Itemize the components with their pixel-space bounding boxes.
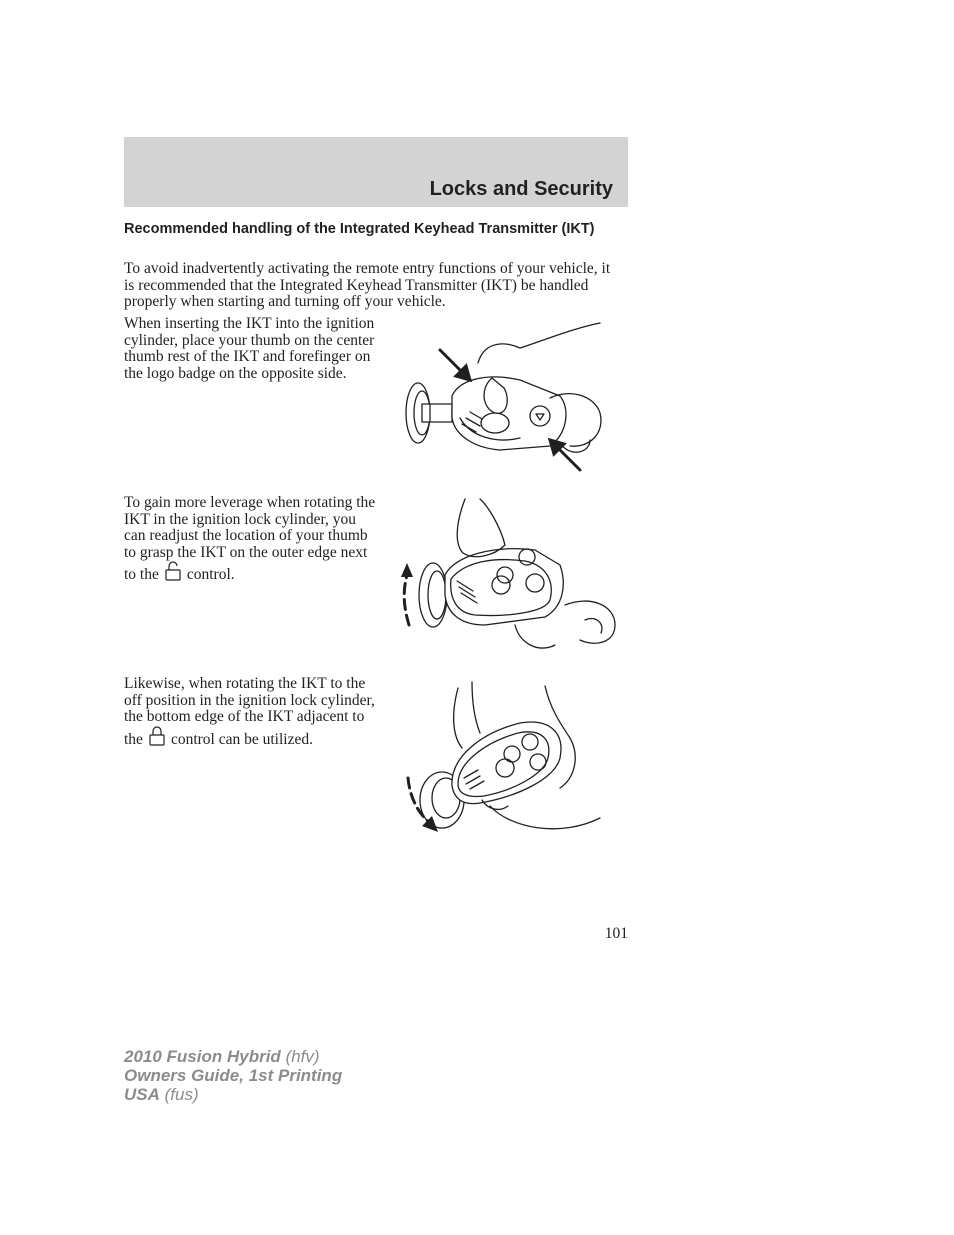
leverage-text-after: control. — [186, 566, 235, 584]
footer-guide: Owners Guide, 1st Printing — [124, 1066, 343, 1085]
off-position-instruction-paragraph — [124, 676, 380, 748]
ikt-rotate-off-illustration — [400, 678, 605, 840]
footer-line-1 — [124, 1047, 342, 1066]
footer-market-code: (fus) — [164, 1085, 199, 1104]
ikt-rotate-on-illustration — [395, 495, 620, 660]
off-text-after: control can be utilized. — [170, 730, 313, 748]
footer — [124, 1047, 342, 1104]
section-title: Locks and Security — [429, 178, 613, 200]
footer-line-2 — [124, 1066, 342, 1085]
unlock-icon — [164, 561, 182, 581]
ikt-insert-illustration — [400, 318, 615, 478]
lock-icon — [148, 726, 166, 746]
footer-model: 2010 Fusion Hybrid — [124, 1047, 281, 1066]
intro-paragraph: To avoid inadvertently activating the remote entry functions of your vehicle, it is recommended that the Integrated Keyhead Transmitter (IKT) be handled properly when starting and turning off your vehicle. — [124, 260, 611, 311]
off-text-before: Likewise, when rotating the IKT to the off position in the ignition lock cylinder, the bottom edge of the IKT adjacent to the — [124, 675, 375, 748]
insert-instruction-paragraph: When inserting the IKT into the ignition cylinder, place your thumb on the center thumb rest of the IKT and forefinger on the logo badge on the opposite side. — [124, 315, 375, 382]
leverage-text-before: To gain more leverage when rotating the IKT in the ignition lock cylinder, you can readjust the location of your thumb to grasp the IKT on the outer edge next to the — [124, 494, 376, 584]
leverage-instruction-paragraph — [124, 495, 380, 584]
ikt-heading: Recommended handling of the Integrated Keyhead Transmitter (IKT) — [124, 221, 595, 237]
section-header-band — [124, 137, 628, 207]
footer-market: USA — [124, 1085, 160, 1104]
page-number: 101 — [604, 925, 628, 942]
footer-model-code: (hfv) — [285, 1047, 320, 1066]
footer-line-3 — [124, 1085, 342, 1104]
